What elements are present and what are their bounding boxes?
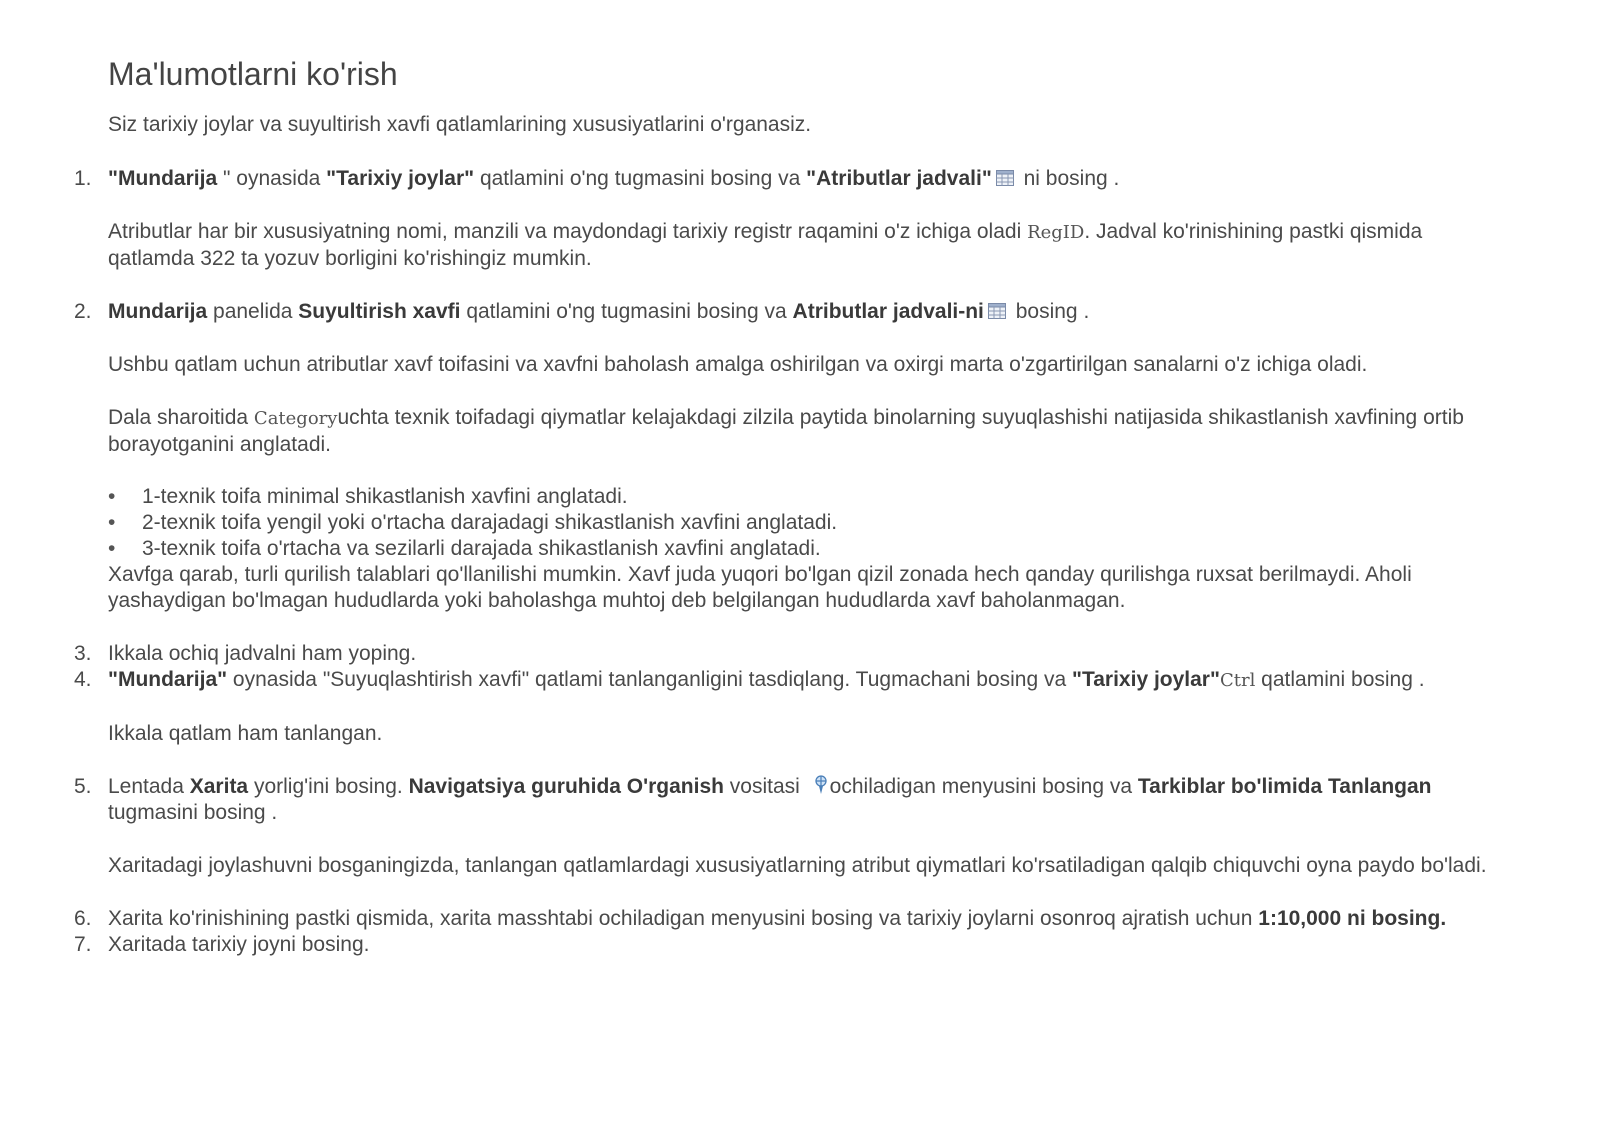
step-text: oynasida "Suyuqlashtirish xavfi" qatlami tanlanganligini tasdiqlang. Tugmachani bosing va xyxy=(227,668,1073,691)
step-instruction xyxy=(108,299,1488,325)
ui-term: Navigatsiya guruhida O'rganish xyxy=(408,775,724,798)
ui-term: "Mundarija" xyxy=(108,668,228,691)
step-text: ochiladigan menyusini bosing va xyxy=(829,775,1138,798)
ui-term: "Tarixiy joylar" xyxy=(1072,668,1220,691)
step-text: qatlamini bosing . xyxy=(1255,668,1425,691)
ui-term: Xarita xyxy=(189,775,249,798)
step-number: 5. xyxy=(74,775,92,798)
list-item: • 1-texnik toifa minimal shikastlanish xavfini anglatadi. xyxy=(74,484,1488,510)
step-number: 6. xyxy=(74,907,92,930)
step-note: Ushbu qatlam uchun atributlar xavf toifasini va xavfni baholash amalga oshirilgan va oxirgi marta o'zgartirilgan sanalarni o'z ichiga oladi. xyxy=(108,353,1368,376)
ui-term: 1:10,000 ni bosing. xyxy=(1258,907,1447,930)
steps-list xyxy=(74,166,1488,958)
step-3 xyxy=(74,641,1488,667)
ui-term: "Mundarija xyxy=(108,167,218,190)
step-text: qatlamini o'ng tugmasini bosing va xyxy=(460,300,793,323)
step-text: yorlig'ini bosing. xyxy=(248,775,409,798)
step-text: Xarita ko'rinishining pastki qismida, xarita masshtabi ochiladigan menyusini bosing va tarixiy joylarni osonroq ajratish uchun xyxy=(108,907,1259,930)
step-number: 2. xyxy=(74,300,92,323)
explore-tool-icon xyxy=(812,774,830,796)
ui-term: Mundarija xyxy=(108,300,208,323)
list-item: • 3-texnik toifa o'rtacha va sezilarli darajada shikastlanish xavfini anglatadi. xyxy=(74,536,1488,562)
ui-term: Suyultirish xavfi xyxy=(298,300,461,323)
step-5 xyxy=(74,774,1488,906)
intro-text: Siz tarixiy joylar va suyultirish xavfi qatlamlarining xususiyatlarini o'rganasiz. xyxy=(108,113,812,136)
note-text: Dala sharoitida xyxy=(108,406,254,429)
list-item: • 2-texnik toifa yengil yoki o'rtacha darajadagi shikastlanish xavfini anglatadi. xyxy=(74,510,1488,536)
step-2 xyxy=(74,299,1488,641)
key-name-code: Ctrl xyxy=(1219,670,1256,691)
step-note: Ikkala qatlam ham tanlangan. xyxy=(108,722,383,745)
attribute-table-icon xyxy=(996,167,1014,183)
step-note xyxy=(108,405,1488,458)
step-7 xyxy=(74,932,1488,958)
ui-term: "Tarixiy joylar" xyxy=(326,167,475,190)
step-number: 4. xyxy=(74,668,92,691)
ui-term: "Atributlar jadvali" xyxy=(806,167,992,190)
step-text: tugmasini bosing . xyxy=(108,801,278,824)
note-text: . Jadval ko'rinishining pastki qismida qatlamda 322 ta yozuv borligini ko'rishingiz mumkin. xyxy=(108,220,1423,270)
step-6 xyxy=(74,906,1488,932)
step-1 xyxy=(74,166,1488,299)
step-text: ni bosing . xyxy=(1017,167,1120,190)
field-name-code: Category xyxy=(253,408,338,429)
step-number: 3. xyxy=(74,642,92,665)
step-text: panelida xyxy=(207,300,299,323)
step-note: Xaritadagi joylashuvni bosganingizda, tanlangan qatlamlardagi xususiyatlarning atribut qiymatlari ko'rsatiladigan qalqib chiquvchi oyna paydo bo'ladi. xyxy=(108,854,1487,877)
step-4 xyxy=(74,667,1488,774)
ui-term: Atributlar jadvali-ni xyxy=(792,300,984,323)
step-instruction: Xaritada tarixiy joyni bosing. xyxy=(108,933,370,956)
step-number: 1. xyxy=(74,167,92,190)
page-title: Ma'lumotlarni ko'rish xyxy=(108,56,398,92)
note-text: uchta texnik toifadagi qiymatlar kelajakdagi zilzila paytida binolarning suyuqlashishi natijasida shikastlanish xavfining ortib borayotganini anglatadi. xyxy=(108,406,1464,456)
step-note: Xavfga qarab, turli qurilish talablari qo'llanilishi mumkin. Xavf juda yuqori bo'lgan qizil zonada hech qanday qurilishga ruxsat berilmaydi. Aholi yashaydigan bo'lmagan hududlarda yoki baholashga muhtoj deb belgilangan hududlarda xavf baholanmagan. xyxy=(108,563,1412,612)
category-list xyxy=(74,484,1488,562)
step-text: vositasi xyxy=(723,775,806,798)
step-text: " oynasida xyxy=(217,167,327,190)
step-instruction: Ikkala ochiq jadvalni ham yoping. xyxy=(108,642,417,665)
document-content xyxy=(74,52,1488,958)
note-text: Atributlar har bir xususiyatning nomi, manzili va maydondagi tarixiy registr raqamini o'z ichiga oladi xyxy=(108,220,1028,243)
ui-term: Tarkiblar bo'limida Tanlangan xyxy=(1137,775,1432,798)
step-text: Lentada xyxy=(108,775,190,798)
step-number: 7. xyxy=(74,933,92,956)
step-instruction xyxy=(108,667,1488,694)
step-instruction xyxy=(108,166,1488,192)
attribute-table-icon xyxy=(988,300,1006,316)
step-text: bosing . xyxy=(1009,300,1090,323)
step-instruction xyxy=(108,774,1488,826)
step-note xyxy=(108,219,1488,272)
step-instruction xyxy=(108,906,1488,932)
step-text: qatlamini o'ng tugmasini bosing va xyxy=(474,167,807,190)
field-name-code: RegID xyxy=(1027,222,1085,243)
